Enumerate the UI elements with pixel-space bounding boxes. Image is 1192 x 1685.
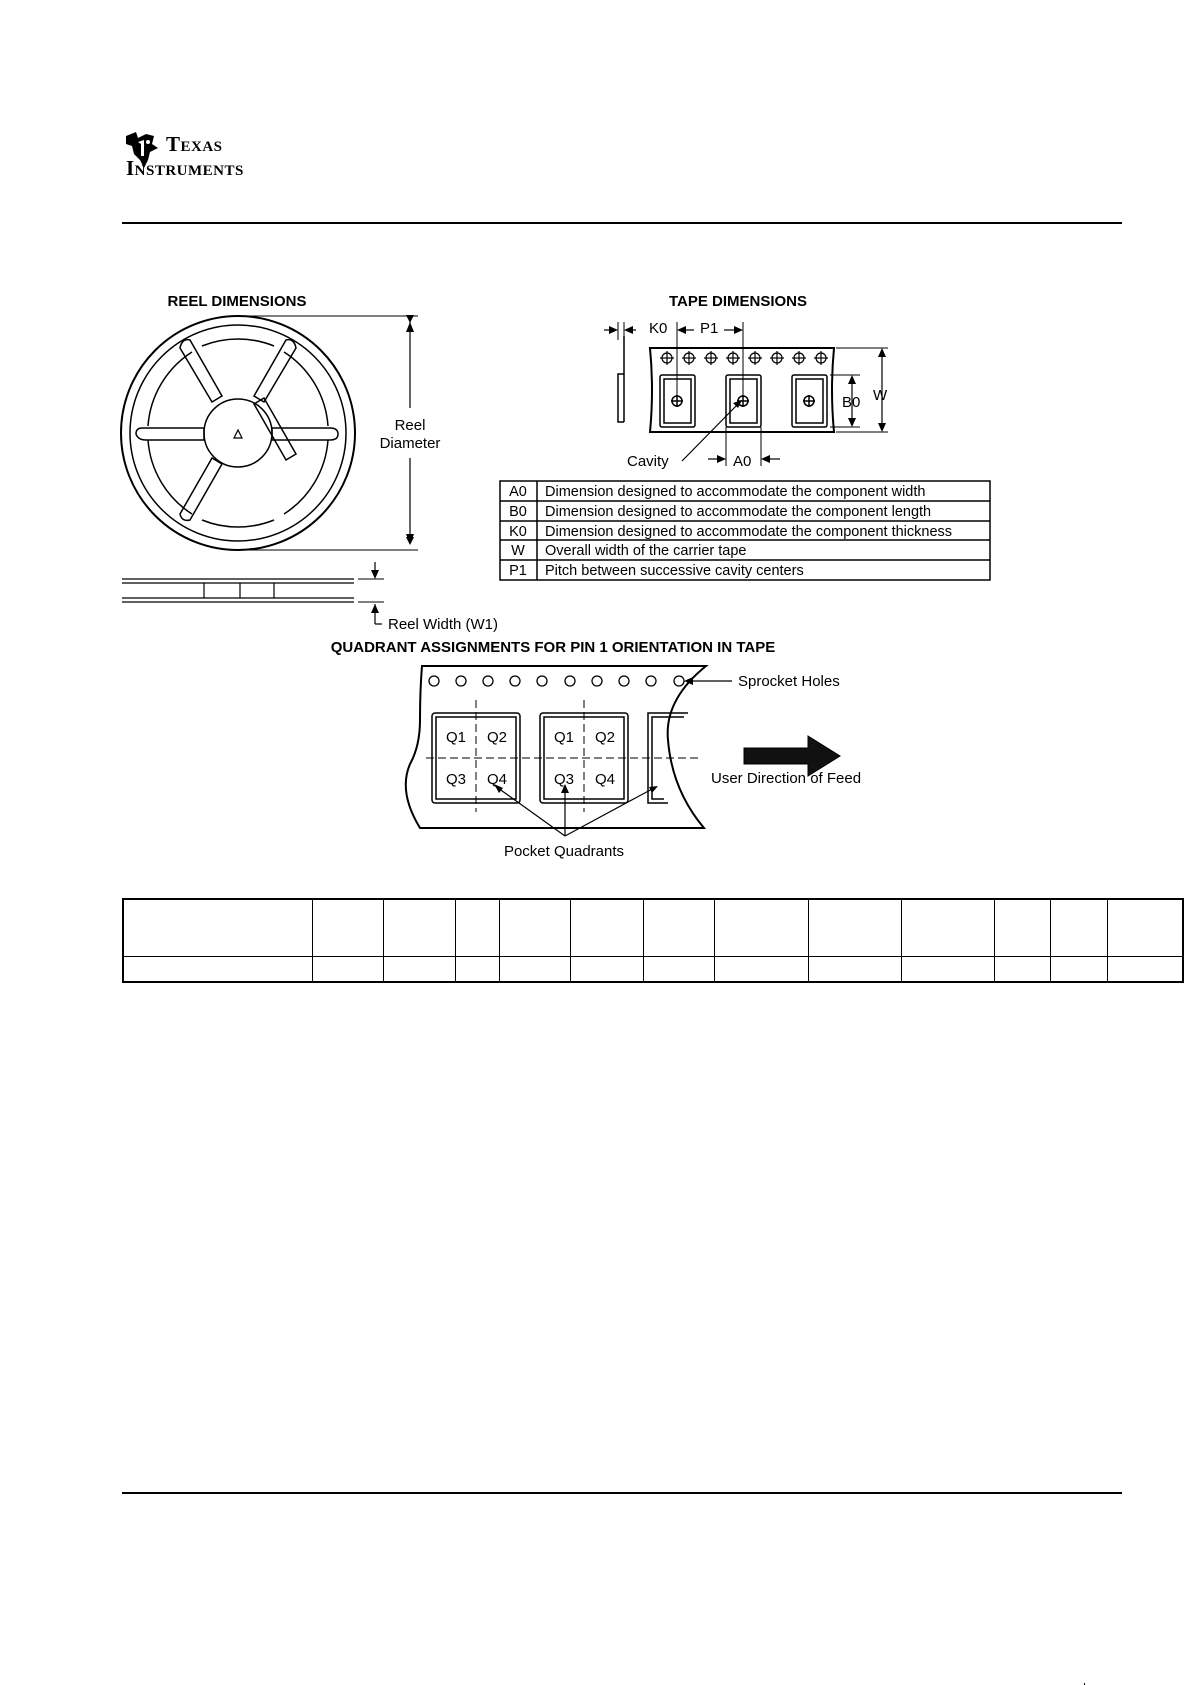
tape-cavity-label: Cavity bbox=[627, 453, 669, 470]
table-cell bbox=[1107, 899, 1183, 957]
sprocket-holes-label: Sprocket Holes bbox=[738, 673, 840, 690]
legend-code: B0 bbox=[509, 504, 527, 520]
legend-code: W bbox=[511, 543, 525, 559]
reel-side-view bbox=[122, 562, 384, 624]
quadrant-q4: Q4 bbox=[486, 771, 508, 788]
table-cell bbox=[901, 957, 994, 983]
legend-code: K0 bbox=[509, 524, 527, 540]
tape-reel-data-table bbox=[122, 898, 1184, 983]
table-cell bbox=[123, 957, 313, 983]
table-cell bbox=[901, 899, 994, 957]
tape-a0-label: A0 bbox=[733, 453, 752, 470]
legend-code: A0 bbox=[509, 484, 527, 500]
tape-p1-label: P1 bbox=[700, 320, 719, 337]
table-cell bbox=[1051, 957, 1107, 983]
table-cell bbox=[500, 957, 571, 983]
logo-text-line1: Texas bbox=[166, 132, 223, 156]
table-cell bbox=[313, 957, 384, 983]
table-cell bbox=[714, 957, 808, 983]
table-cell bbox=[994, 957, 1050, 983]
table-cell bbox=[571, 899, 643, 957]
table-cell bbox=[455, 899, 500, 957]
table-cell bbox=[808, 899, 901, 957]
tape-b0-label: B0 bbox=[842, 394, 861, 411]
table-header-row bbox=[123, 899, 1183, 957]
feed-direction-label: User Direction of Feed bbox=[711, 770, 862, 787]
quadrant-q4: Q4 bbox=[594, 771, 616, 788]
legend-text: Dimension designed to accommodate the component length bbox=[545, 504, 932, 520]
tape-w-label: W bbox=[873, 387, 888, 404]
table-cell bbox=[994, 899, 1050, 957]
quadrant-drawing bbox=[406, 666, 840, 836]
reel-drawing bbox=[121, 316, 355, 550]
reel-width-label: Reel Width (W1) bbox=[388, 616, 499, 633]
quadrant-q1: Q1 bbox=[553, 729, 575, 746]
legend-text: Pitch between successive cavity centers bbox=[545, 563, 804, 579]
table-cell bbox=[313, 899, 384, 957]
reel-title: REEL DIMENSIONS bbox=[167, 293, 307, 310]
table-cell bbox=[384, 899, 455, 957]
table-cell bbox=[643, 899, 714, 957]
quadrant-q3: Q3 bbox=[553, 771, 575, 788]
quadrant-title: QUADRANT ASSIGNMENTS FOR PIN 1 ORIENTATION IN TAPE bbox=[330, 639, 776, 656]
quadrant-q3: Q3 bbox=[445, 771, 467, 788]
legend-text: Dimension designed to accommodate the component thickness bbox=[545, 524, 953, 540]
reel-diameter-label-2: Diameter bbox=[379, 435, 441, 452]
table-cell bbox=[500, 899, 571, 957]
quadrant-q1: Q1 bbox=[445, 729, 467, 746]
pocket-quadrants-label: Pocket Quadrants bbox=[503, 843, 625, 860]
table-row bbox=[123, 957, 1183, 983]
table-cell bbox=[384, 957, 455, 983]
legend-text: Overall width of the carrier tape bbox=[545, 543, 747, 559]
quadrant-q2: Q2 bbox=[594, 729, 616, 746]
table-cell bbox=[455, 957, 500, 983]
quadrant-q2: Q2 bbox=[486, 729, 508, 746]
table-cell bbox=[123, 899, 313, 957]
table-cell bbox=[808, 957, 901, 983]
table-cell bbox=[1107, 957, 1183, 983]
legend-code: P1 bbox=[509, 563, 527, 579]
reel-diameter-label-1: Reel bbox=[394, 417, 426, 434]
table-cell bbox=[1051, 899, 1107, 957]
table-cell bbox=[643, 957, 714, 983]
table-cell bbox=[714, 899, 808, 957]
tape-title: TAPE DIMENSIONS bbox=[668, 293, 808, 310]
legend-text: Dimension designed to accommodate the component width bbox=[545, 484, 926, 500]
table-cell bbox=[571, 957, 643, 983]
tape-k0-label: K0 bbox=[649, 320, 668, 337]
logo-text-line2: Instruments bbox=[126, 156, 244, 180]
